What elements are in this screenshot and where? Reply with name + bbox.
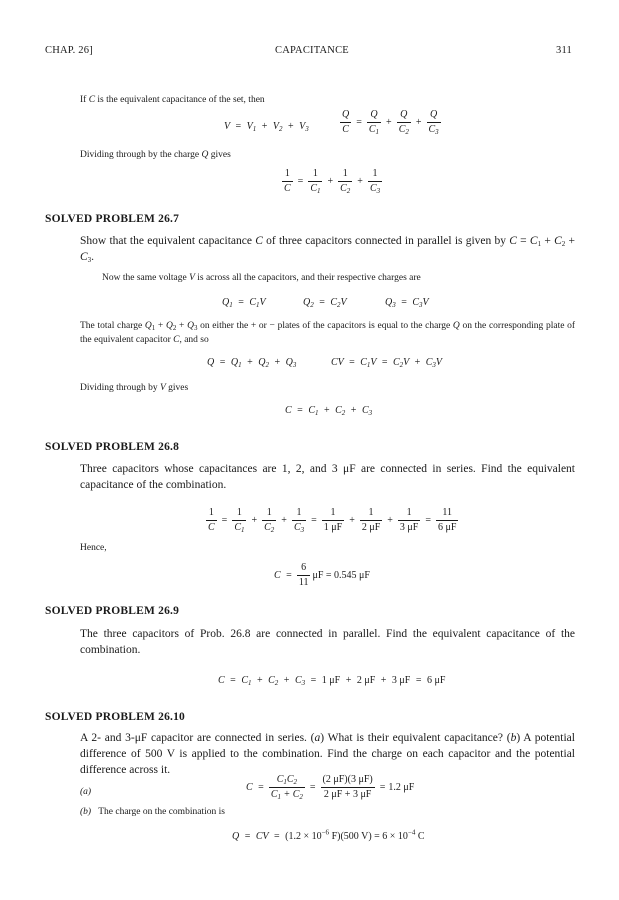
equation-reciprocal-series: $\frac{1}{C}$ = $\frac{1}{C_1}$ + $\frac{1}{C_2}$ + $\frac{1}{C_3}$ bbox=[284, 168, 381, 195]
heading-problem-26-8: SOLVED PROBLEM 26.8 bbox=[45, 441, 180, 453]
intro-line: If C is the equivalent capacitance of the set, then bbox=[80, 95, 265, 105]
part-a-label: (a) bbox=[80, 787, 92, 797]
equation-q1: $Q_1 = C_1V$ bbox=[222, 297, 266, 309]
equation-q-sum: $Q = Q_1 + Q_2 + Q_3$ bbox=[207, 357, 297, 369]
equation-q-over-c: $\frac{Q}{C}$ = $\frac{Q}{C_1}$ + $\frac{Q}{C_2}$ + $\frac{Q}{C_3}$ bbox=[342, 109, 439, 136]
chapter-label: CHAP. 26] bbox=[45, 45, 93, 56]
equation-cv-sum: CV = $C_1V = C_2V + C_3V$ bbox=[331, 357, 443, 369]
statement-26-9: The three capacitors of Prob. 26.8 are connected in parallel. Find the equivalent capacitance of the combination. bbox=[80, 628, 575, 656]
part-b-line: (b) The charge on the combination is bbox=[80, 807, 225, 817]
running-title: CAPACITANCE bbox=[275, 45, 349, 56]
equation-series-result: C = $\frac{6}{11}$ μF = 0.545 μF bbox=[274, 562, 370, 588]
heading-problem-26-9: SOLVED PROBLEM 26.9 bbox=[45, 605, 180, 617]
equation-voltage-sum: $V = V_1 + V_2 + V_3$ bbox=[224, 121, 309, 133]
equation-series-numeric: $\frac{1}{C}$ = $\frac{1}{C_1}$ + $\frac{1}{C_2}$ + $\frac{1}{C_3}$ = $\frac{1}{1 \mu F}$ + $\frac{1}{2 \mu F}$ + $\frac{1}{3 \mu F}$ = $\frac{11}{6 \mu F}$ bbox=[208, 507, 457, 534]
statement-26-10: A 2- and 3-μF capacitor are connected in series. (a) What is their equivalent capacitance? (b) A potential difference of 500 V is applied to the combination. Find the charge on each capacitor and the potential difference across it. bbox=[80, 732, 575, 776]
dividing-v-line: Dividing through by V gives bbox=[80, 383, 189, 393]
hence-label: Hence, bbox=[80, 543, 107, 553]
total-charge-paragraph: The total charge $Q_1 + Q_2 + Q_3$ on either the + or − plates of the capacitors is equal to the charge Q on the corresponding plate of the equivalent capacitor C, and so bbox=[80, 321, 576, 345]
page-number: 311 bbox=[556, 45, 572, 56]
same-voltage-line: Now the same voltage V is across all the capacitors, and their respective charges are bbox=[102, 273, 421, 283]
equation-q2: $Q_2 = C_2V$ bbox=[303, 297, 347, 309]
equation-parallel-numeric: $C = C_1 + C_2 + C_3 = 1$ μF + 2 μF + 3 μF = 6 μF bbox=[218, 675, 446, 687]
equation-charge: Q = CV = ($1.2 \times 10^{-6}$ F)(500 $V) = 6 \times 10^{-4}$ C bbox=[232, 828, 425, 842]
dividing-q-line: Dividing through by the charge Q gives bbox=[80, 150, 231, 160]
heading-problem-26-10: SOLVED PROBLEM 26.10 bbox=[45, 711, 186, 723]
equation-two-series: C = $\frac{C_1C_2}{C_1 + C_2}$ = $\frac{(2 \mu F)(3 \mu F)}{2 \mu F + 3 \mu F}$ = 1.2 μF bbox=[246, 774, 415, 801]
heading-problem-26-7: SOLVED PROBLEM 26.7 bbox=[45, 213, 180, 225]
statement-26-8: Three capacitors whose capacitances are 1, 2, and 3 μF are connected in series. Find the equivalent capacitance of the combination. bbox=[80, 463, 575, 491]
series-result-value: μF = 0.545 μF bbox=[312, 569, 370, 581]
equation-parallel-result: $C = C_1 + C_2 + C_3$ bbox=[285, 405, 373, 417]
statement-26-7: Show that the equivalent capacitance C of three capacitors connected in parallel is given by $C = C_1 + C_2 + C_3$. bbox=[80, 235, 575, 264]
equation-q3: $Q_3 = C_3V$ bbox=[385, 297, 429, 309]
